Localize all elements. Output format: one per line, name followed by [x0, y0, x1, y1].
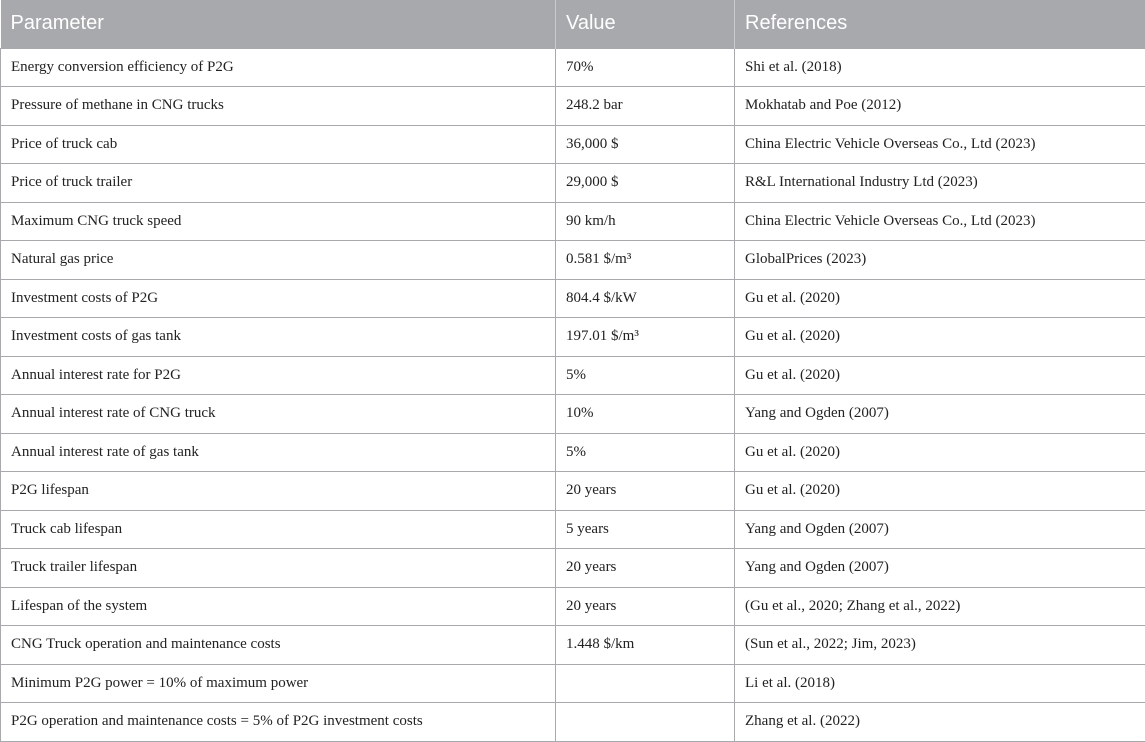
reference-cell: (Sun et al., 2022; Jim, 2023) [735, 626, 1145, 665]
table-row [1, 472, 1145, 511]
value-cell: 36,000 $ [556, 125, 735, 164]
table-header [1, 0, 1145, 48]
table-row [1, 356, 1145, 395]
header-value: Value [556, 0, 735, 48]
value-cell: 70% [556, 48, 735, 87]
value-cell: 20 years [556, 472, 735, 511]
parameter-cell: Price of truck cab [1, 125, 556, 164]
table-row [1, 87, 1145, 126]
value-cell: 20 years [556, 587, 735, 626]
parameter-cell: Pressure of methane in CNG trucks [1, 87, 556, 126]
reference-cell: Gu et al. (2020) [735, 356, 1145, 395]
table-row [1, 626, 1145, 665]
reference-cell: (Gu et al., 2020; Zhang et al., 2022) [735, 587, 1145, 626]
parameter-cell: Price of truck trailer [1, 164, 556, 203]
header-references: References [735, 0, 1145, 48]
table-row [1, 125, 1145, 164]
parameter-cell: Truck trailer lifespan [1, 549, 556, 588]
value-cell: 804.4 $/kW [556, 279, 735, 318]
parameter-cell: Natural gas price [1, 241, 556, 280]
value-cell: 90 km/h [556, 202, 735, 241]
reference-cell: China Electric Vehicle Overseas Co., Ltd (2023) [735, 125, 1145, 164]
table-body [1, 48, 1145, 741]
table-row [1, 318, 1145, 357]
table-row [1, 587, 1145, 626]
value-cell [556, 703, 735, 742]
value-cell: 10% [556, 395, 735, 434]
reference-cell: GlobalPrices (2023) [735, 241, 1145, 280]
parameter-cell: Truck cab lifespan [1, 510, 556, 549]
reference-cell: Yang and Ogden (2007) [735, 549, 1145, 588]
reference-cell: Zhang et al. (2022) [735, 703, 1145, 742]
value-cell: 197.01 $/m³ [556, 318, 735, 357]
parameter-cell: Annual interest rate of gas tank [1, 433, 556, 472]
table-row [1, 549, 1145, 588]
value-cell: 248.2 bar [556, 87, 735, 126]
reference-cell: Gu et al. (2020) [735, 472, 1145, 511]
reference-cell: Li et al. (2018) [735, 664, 1145, 703]
value-cell: 29,000 $ [556, 164, 735, 203]
reference-cell: Yang and Ogden (2007) [735, 395, 1145, 434]
reference-cell: R&L International Industry Ltd (2023) [735, 164, 1145, 203]
header-row [1, 0, 1145, 48]
value-cell [556, 664, 735, 703]
table-row [1, 433, 1145, 472]
table-row [1, 395, 1145, 434]
parameter-cell: Investment costs of P2G [1, 279, 556, 318]
table-row [1, 279, 1145, 318]
value-cell: 20 years [556, 549, 735, 588]
value-cell: 0.581 $/m³ [556, 241, 735, 280]
reference-cell: Yang and Ogden (2007) [735, 510, 1145, 549]
table-row [1, 703, 1145, 742]
reference-cell: Gu et al. (2020) [735, 433, 1145, 472]
value-cell: 5 years [556, 510, 735, 549]
reference-cell: China Electric Vehicle Overseas Co., Ltd (2023) [735, 202, 1145, 241]
parameter-cell: Annual interest rate of CNG truck [1, 395, 556, 434]
parameter-cell: Annual interest rate for P2G [1, 356, 556, 395]
parameter-cell: Energy conversion efficiency of P2G [1, 48, 556, 87]
table-row [1, 48, 1145, 87]
parameter-cell: P2G lifespan [1, 472, 556, 511]
parameter-cell: Investment costs of gas tank [1, 318, 556, 357]
reference-cell: Shi et al. (2018) [735, 48, 1145, 87]
reference-cell: Gu et al. (2020) [735, 279, 1145, 318]
reference-cell: Gu et al. (2020) [735, 318, 1145, 357]
value-cell: 5% [556, 356, 735, 395]
table-row [1, 510, 1145, 549]
value-cell: 1.448 $/km [556, 626, 735, 665]
table-row [1, 202, 1145, 241]
parameter-cell: Maximum CNG truck speed [1, 202, 556, 241]
reference-cell: Mokhatab and Poe (2012) [735, 87, 1145, 126]
table-row [1, 241, 1145, 280]
parameter-cell: CNG Truck operation and maintenance costs [1, 626, 556, 665]
parameter-cell: P2G operation and maintenance costs = 5% of P2G investment costs [1, 703, 556, 742]
parameter-cell: Lifespan of the system [1, 587, 556, 626]
parameter-cell: Minimum P2G power = 10% of maximum power [1, 664, 556, 703]
value-cell: 5% [556, 433, 735, 472]
table-row [1, 664, 1145, 703]
table-row [1, 164, 1145, 203]
header-parameter: Parameter [1, 0, 556, 48]
